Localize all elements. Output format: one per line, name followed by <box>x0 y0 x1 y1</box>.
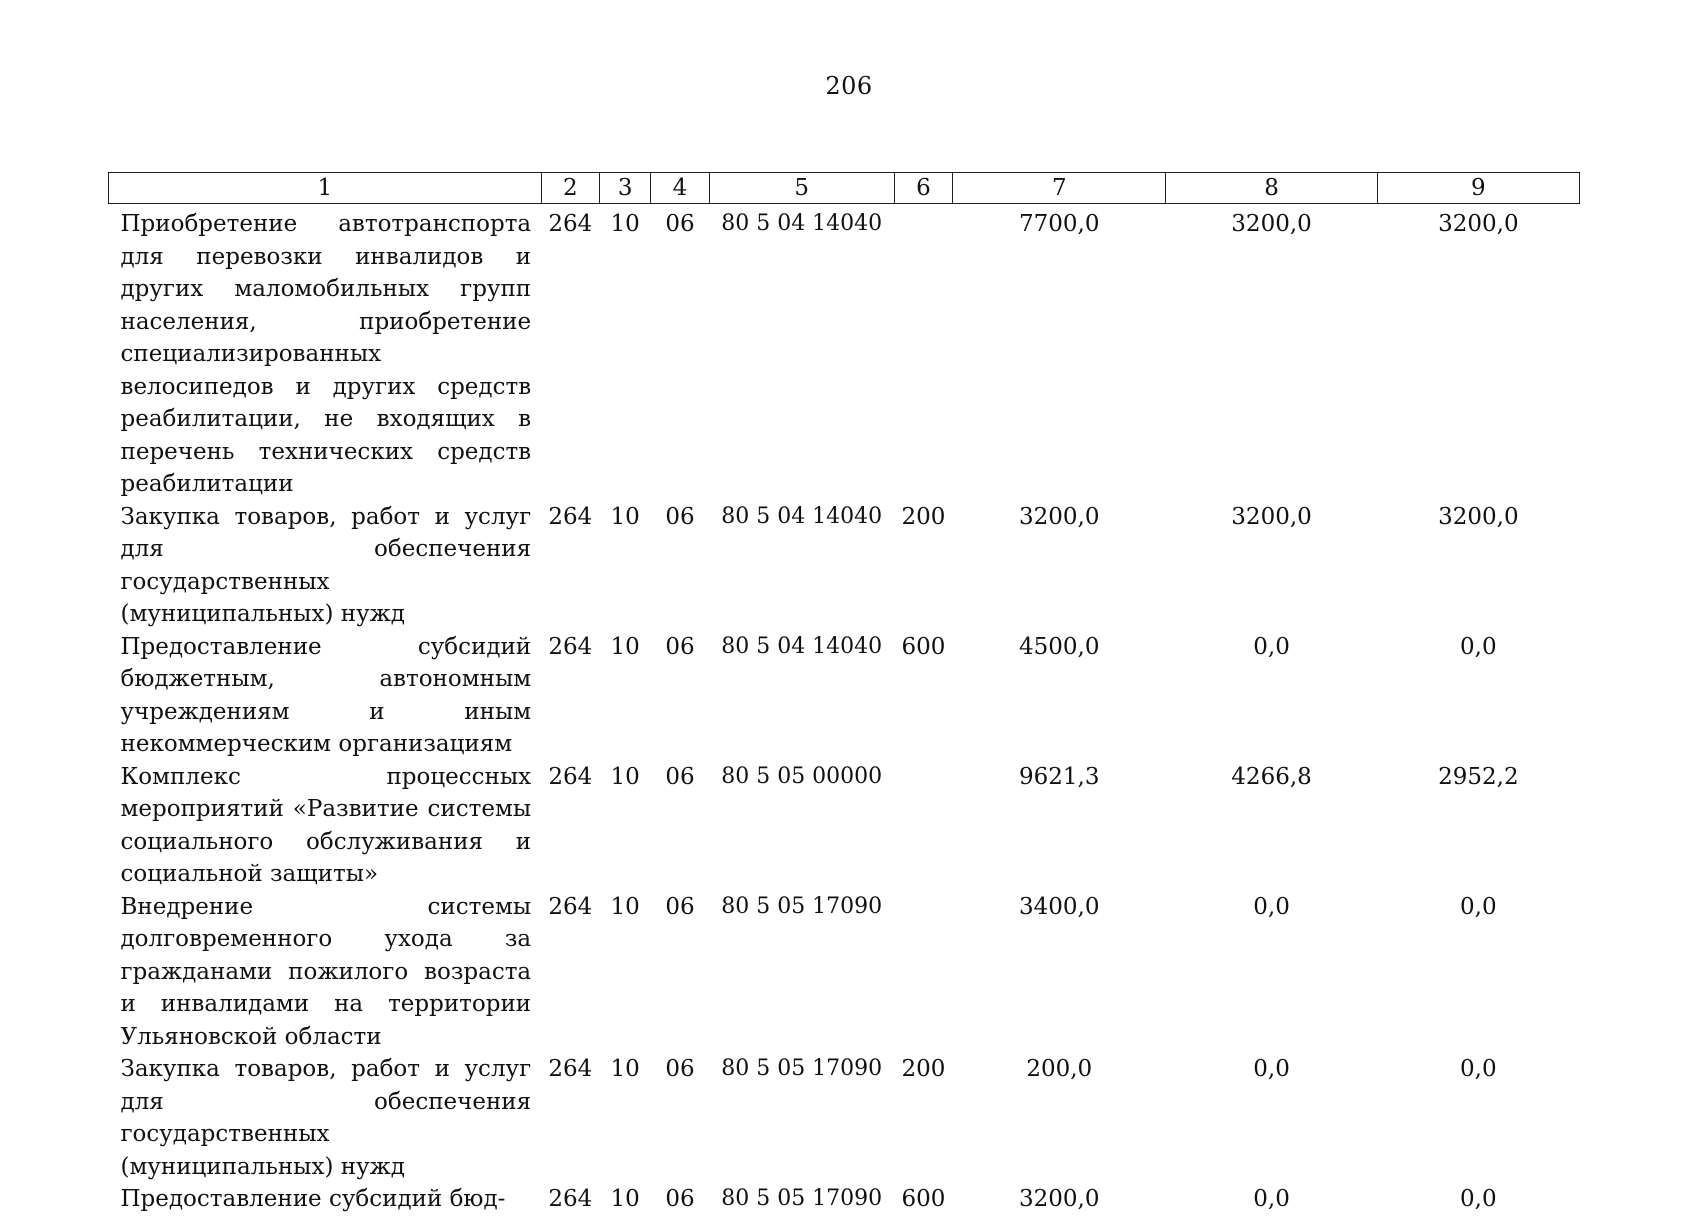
amount-col-8: 3200,0 <box>1231 211 1312 237</box>
amount-col-9: 0,0 <box>1460 633 1497 660</box>
table-row <box>109 501 1580 631</box>
subsection-code: 06 <box>665 211 695 237</box>
subsection-code: 06 <box>665 503 695 530</box>
amount-col-8: 0,0 <box>1253 893 1290 920</box>
expense-type-code: 600 <box>901 1186 946 1212</box>
ministry-code: 264 <box>548 211 593 237</box>
column-header-5: 5 <box>709 173 894 204</box>
column-header-1: 1 <box>109 173 542 204</box>
subsection-code: 06 <box>665 1056 695 1082</box>
amount-col-8: 0,0 <box>1253 1056 1290 1082</box>
expense-type-code: 600 <box>901 633 946 660</box>
budget-table <box>108 172 1580 1216</box>
amount-col-7: 3200,0 <box>1019 503 1100 530</box>
amount-col-8: 0,0 <box>1253 1186 1290 1212</box>
ministry-code: 264 <box>548 633 593 660</box>
expense-type-code <box>894 761 952 891</box>
target-article-code: 80 5 05 17090 <box>721 1186 883 1211</box>
column-header-9: 9 <box>1377 173 1579 204</box>
section-code: 10 <box>610 211 640 237</box>
column-header-7: 7 <box>953 173 1166 204</box>
section-code: 10 <box>610 1186 640 1212</box>
ministry-code: 264 <box>548 1056 593 1082</box>
table-header-row <box>109 173 1580 204</box>
amount-col-9: 0,0 <box>1460 893 1497 920</box>
amount-col-7: 9621,3 <box>1019 763 1100 790</box>
amount-col-9: 3200,0 <box>1438 503 1519 530</box>
expense-name: Закупка товаров, работ и услуг для обеспечения государственных (муниципальных) нужд <box>120 503 532 627</box>
amount-col-8: 3200,0 <box>1231 503 1312 530</box>
section-code: 10 <box>610 633 640 660</box>
expense-name: Внедрение системы долговременного ухода за гражданами пожилого возраста и инвалидами на территории Ульяновской области <box>120 893 532 1050</box>
expense-name: Приобретение автотранспорта для перевозки инвалидов и других маломобильных групп населения, приобретение специализированных велосипедов и других средств реабилитации, не входящих в перечень технических средств реабилитации <box>120 211 532 497</box>
table-row <box>109 761 1580 891</box>
amount-col-7: 200,0 <box>1026 1056 1093 1082</box>
subsection-code: 06 <box>665 633 695 660</box>
page-number: 206 <box>825 72 873 100</box>
amount-col-7: 3400,0 <box>1019 893 1100 920</box>
amount-col-8: 0,0 <box>1253 633 1290 660</box>
ministry-code: 264 <box>548 893 593 920</box>
column-header-3: 3 <box>599 173 650 204</box>
expense-type-code <box>894 204 952 501</box>
amount-col-7: 4500,0 <box>1019 633 1100 660</box>
ministry-code: 264 <box>548 503 593 530</box>
section-code: 10 <box>610 503 640 530</box>
amount-col-9: 0,0 <box>1460 1056 1497 1082</box>
target-article-code: 80 5 04 14040 <box>721 211 883 236</box>
expense-name: Закупка товаров, работ и услуг для обеспечения государственных (муниципальных) нужд <box>120 1056 532 1180</box>
target-article-code: 80 5 04 14040 <box>721 633 883 659</box>
expense-type-code <box>894 891 952 1054</box>
section-code: 10 <box>610 893 640 920</box>
table-row <box>109 631 1580 761</box>
table-row <box>109 1053 1580 1183</box>
amount-col-9: 2952,2 <box>1438 763 1519 790</box>
expense-name: Предоставление субсидий бюджетным, автономным учреждениям и иным некоммерческим организациям <box>120 633 532 757</box>
expense-name: Предоставление субсидий бюд- <box>120 1186 506 1212</box>
table-row <box>109 891 1580 1054</box>
expense-type-code: 200 <box>901 1056 946 1082</box>
subsection-code: 06 <box>665 1186 695 1212</box>
expense-name: Комплекс процессных мероприятий «Развитие системы социального обслуживания и социальной защиты» <box>120 763 532 887</box>
target-article-code: 80 5 05 17090 <box>721 893 883 919</box>
subsection-code: 06 <box>665 763 695 790</box>
target-article-code: 80 5 05 00000 <box>721 763 883 789</box>
amount-col-9: 3200,0 <box>1438 211 1519 237</box>
subsection-code: 06 <box>665 893 695 920</box>
amount-col-7: 7700,0 <box>1019 211 1100 237</box>
target-article-code: 80 5 04 14040 <box>721 503 883 529</box>
column-header-8: 8 <box>1166 173 1377 204</box>
amount-col-9: 0,0 <box>1460 1186 1497 1212</box>
column-header-2: 2 <box>541 173 599 204</box>
section-code: 10 <box>610 763 640 790</box>
target-article-code: 80 5 05 17090 <box>721 1056 883 1081</box>
table-row <box>109 1183 1580 1216</box>
ministry-code: 264 <box>548 763 593 790</box>
section-code: 10 <box>610 1056 640 1082</box>
column-header-6: 6 <box>894 173 952 204</box>
expense-type-code: 200 <box>901 503 946 530</box>
column-header-4: 4 <box>651 173 709 204</box>
amount-col-8: 4266,8 <box>1231 763 1312 790</box>
ministry-code: 264 <box>548 1186 593 1212</box>
table-row <box>109 204 1580 501</box>
amount-col-7: 3200,0 <box>1019 1186 1100 1212</box>
